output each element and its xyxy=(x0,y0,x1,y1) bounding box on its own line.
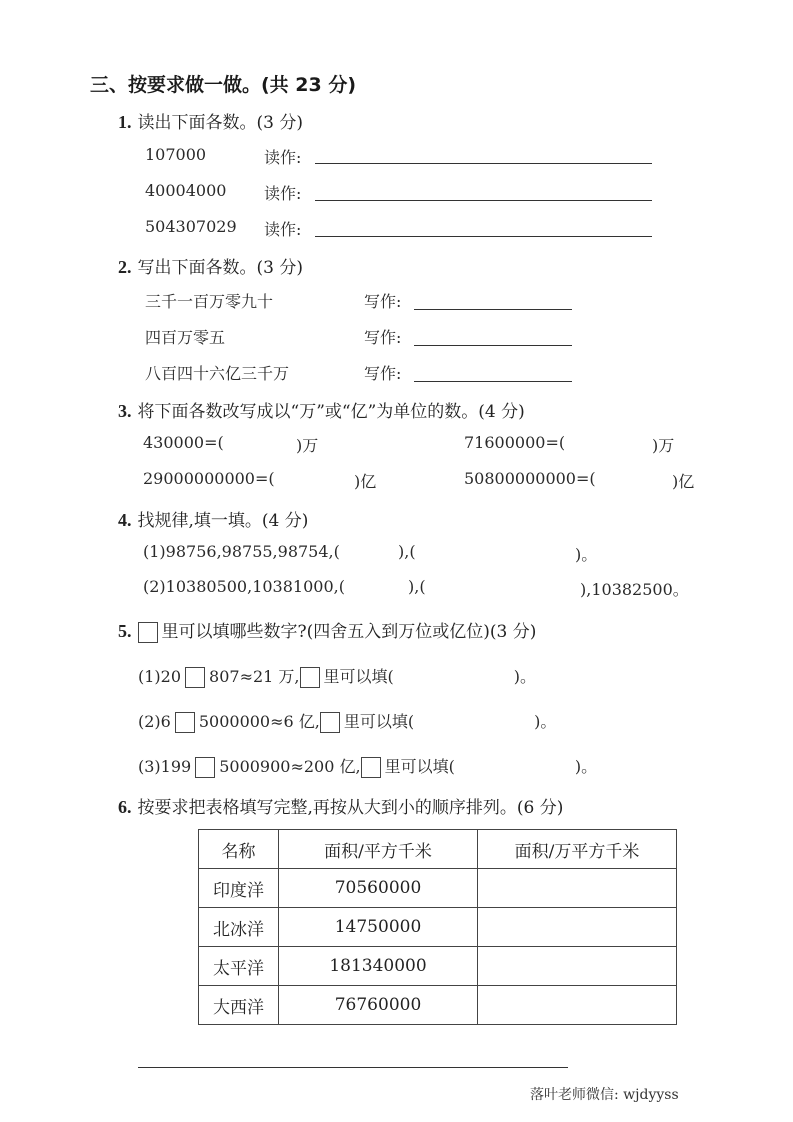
table-row xyxy=(199,986,677,1025)
blank-box-icon xyxy=(320,712,340,733)
ocean-area-wan-input[interactable] xyxy=(478,947,677,986)
q5-item-1 xyxy=(138,664,536,688)
q3-item-1-left: 430000=( xyxy=(143,433,224,452)
q5-item-1-prefix: (1)20 xyxy=(138,667,182,686)
question-2-title xyxy=(118,253,303,278)
q4-row1-part-c: )。 xyxy=(575,545,598,564)
q1-label-2: 读作: xyxy=(264,184,302,203)
q2-answer-line-3[interactable] xyxy=(414,381,572,382)
q3-item-4-right: )亿 xyxy=(672,472,695,491)
table-row xyxy=(199,869,677,908)
question-number: 3. xyxy=(118,401,132,421)
q5-item-3-approx: 5000900≈200 亿, xyxy=(219,757,361,776)
question-text: 将下面各数改写成以“万”或“亿”为单位的数。(4 分) xyxy=(137,402,525,422)
blank-box-icon xyxy=(138,622,158,643)
header-name: 名称 xyxy=(199,830,279,869)
ocean-name: 太平洋 xyxy=(199,947,279,986)
question-text: 找规律,填一填。(4 分) xyxy=(137,511,309,531)
q3-item-2-left: 71600000=( xyxy=(464,433,566,452)
ocean-name: 北冰洋 xyxy=(199,908,279,947)
q1-label-1: 读作: xyxy=(264,148,302,167)
question-number: 2. xyxy=(118,257,132,277)
question-text: 里可以填哪些数字?(四舍五入到万位或亿位)(3 分) xyxy=(161,622,537,642)
q2-answer-line-1[interactable] xyxy=(414,309,572,310)
question-number: 5. xyxy=(118,621,132,641)
q4-row1-part-a: (1)98756,98755,98754,( xyxy=(143,542,340,561)
q2-words-2: 四百万零五 xyxy=(145,328,226,347)
q5-item-3-end: )。 xyxy=(574,757,598,776)
table-row xyxy=(199,947,677,986)
ocean-area: 14750000 xyxy=(279,908,478,947)
ocean-name: 大西洋 xyxy=(199,986,279,1025)
ocean-area-table xyxy=(198,829,677,1025)
question-4-title xyxy=(118,506,308,531)
section-title: 三、按要求做一做。(共 23 分) xyxy=(90,74,357,96)
q5-item-2-prefix: (2)6 xyxy=(138,712,171,731)
q2-words-1: 三千一百万零九十 xyxy=(145,292,274,311)
blank-box-icon xyxy=(361,757,381,778)
ocean-area: 181340000 xyxy=(279,947,478,986)
q2-answer-line-2[interactable] xyxy=(414,345,572,346)
table-header-row xyxy=(199,830,677,869)
ocean-area-wan-input[interactable] xyxy=(478,908,677,947)
q4-row2-part-c: ),10382500。 xyxy=(580,580,689,599)
ocean-area-wan-input[interactable] xyxy=(478,986,677,1025)
ocean-area-wan-input[interactable] xyxy=(478,869,677,908)
q1-number-3: 504307029 xyxy=(145,217,237,236)
q5-item-1-end: )。 xyxy=(513,667,537,686)
q5-item-1-approx: 807≈21 万, xyxy=(209,667,300,686)
q5-item-3-prefix: (3)199 xyxy=(138,757,192,776)
q3-item-4-left: 50800000000=( xyxy=(464,469,596,488)
q2-label-2: 写作: xyxy=(364,328,402,347)
q5-item-3-fill: 里可以填( xyxy=(384,757,455,776)
ocean-name: 印度洋 xyxy=(199,869,279,908)
q3-item-2-right: )万 xyxy=(652,436,675,455)
q5-item-3 xyxy=(138,754,597,778)
header-area-km2: 面积/平方千米 xyxy=(279,830,478,869)
q2-label-1: 写作: xyxy=(364,292,402,311)
header-area-wan-km2: 面积/万平方千米 xyxy=(478,830,677,869)
q5-item-2 xyxy=(138,709,556,733)
q2-label-3: 写作: xyxy=(364,364,402,383)
question-1-title xyxy=(118,108,303,133)
digit-box[interactable] xyxy=(195,757,215,778)
q1-label-3: 读作: xyxy=(264,220,302,239)
q3-item-3-right: )亿 xyxy=(354,472,377,491)
q1-answer-line-1[interactable] xyxy=(315,163,652,164)
q1-number-1: 107000 xyxy=(145,145,207,164)
footer-contact: 落叶老师微信: wjdyyss xyxy=(530,1087,679,1103)
q5-item-2-fill: 里可以填( xyxy=(343,712,415,731)
question-number: 6. xyxy=(118,797,132,817)
question-3-title xyxy=(118,397,525,422)
question-5-title xyxy=(118,617,536,643)
question-number: 4. xyxy=(118,510,132,530)
question-text: 按要求把表格填写完整,再按从大到小的顺序排列。(6 分) xyxy=(137,798,564,818)
ocean-area: 70560000 xyxy=(279,869,478,908)
q3-item-1-right: )万 xyxy=(296,436,319,455)
ocean-area: 76760000 xyxy=(279,986,478,1025)
digit-box[interactable] xyxy=(175,712,195,733)
table-row xyxy=(199,908,677,947)
blank-box-icon xyxy=(300,667,320,688)
q5-item-2-approx: 5000000≈6 亿, xyxy=(198,712,320,731)
q4-row2-part-a: (2)10380500,10381000,( xyxy=(143,577,345,596)
question-text: 写出下面各数。(3 分) xyxy=(137,258,303,278)
q2-words-3: 八百四十六亿三千万 xyxy=(145,364,290,383)
q1-answer-line-2[interactable] xyxy=(315,200,652,201)
digit-box[interactable] xyxy=(185,667,205,688)
question-text: 读出下面各数。(3 分) xyxy=(137,113,303,133)
question-6-title xyxy=(118,793,563,818)
q4-row1-part-b: ),( xyxy=(398,542,416,561)
q1-number-2: 40004000 xyxy=(145,181,227,200)
q3-item-3-left: 29000000000=( xyxy=(143,469,275,488)
q1-answer-line-3[interactable] xyxy=(315,236,652,237)
ordering-answer-line[interactable] xyxy=(138,1067,568,1068)
q4-row2-part-b: ),( xyxy=(408,577,426,596)
question-number: 1. xyxy=(118,112,132,132)
q5-item-1-fill: 里可以填( xyxy=(323,667,394,686)
q5-item-2-end: )。 xyxy=(534,712,557,731)
